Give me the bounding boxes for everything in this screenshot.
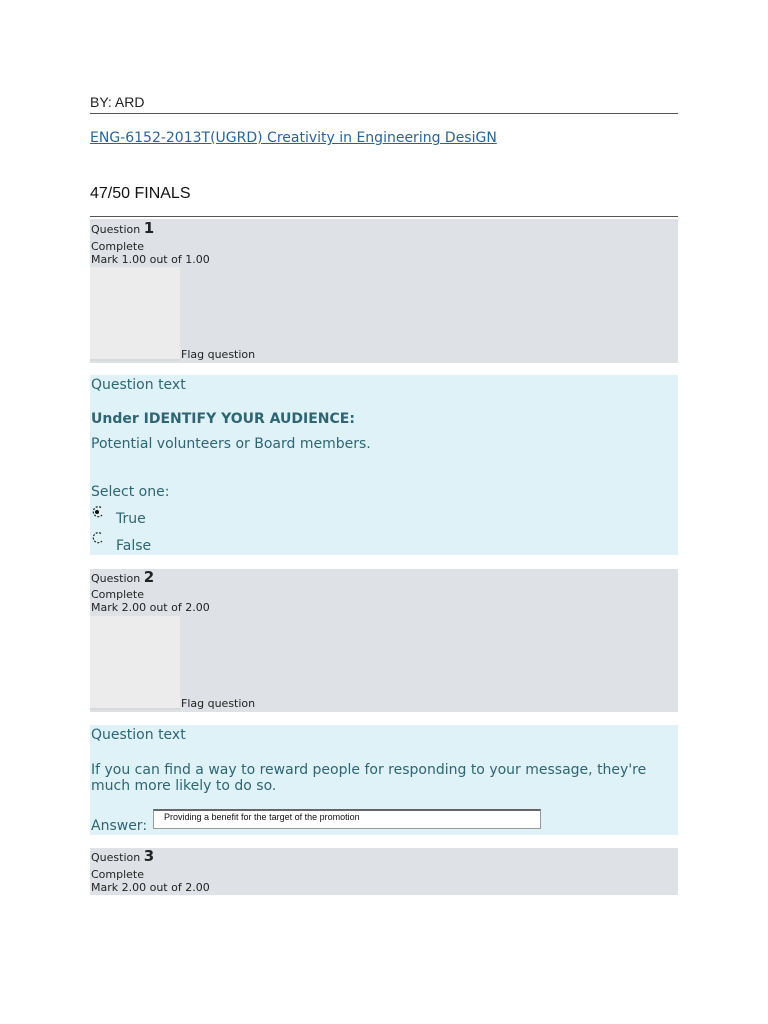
question-prompt: Potential volunteers or Board members. xyxy=(91,436,371,452)
author-byline: BY: ARD xyxy=(90,94,678,114)
question-info-3 xyxy=(90,848,678,895)
question-number-2 xyxy=(91,568,155,586)
question-state: Complete xyxy=(91,240,145,253)
question-formulation-2 xyxy=(90,725,678,835)
flag-question-link[interactable]: Flag question xyxy=(181,348,256,361)
answer-label: Answer: xyxy=(91,818,148,834)
option-label-false: False xyxy=(116,538,152,554)
answer-input[interactable]: Providing a benefit for the target of the promotion xyxy=(153,809,541,829)
question-prompt-bold: Under IDENTIFY YOUR AUDIENCE: xyxy=(91,411,355,427)
flag-question-link[interactable]: Flag question xyxy=(181,697,256,710)
question-number: 3 xyxy=(143,847,155,865)
radio-unselected-icon xyxy=(91,531,105,545)
question-text-heading: Question text xyxy=(91,377,186,393)
question-number: 1 xyxy=(143,219,155,237)
question-number: 2 xyxy=(143,568,155,586)
radio-false[interactable] xyxy=(91,531,111,549)
radio-true[interactable] xyxy=(91,505,111,523)
question-formulation-1 xyxy=(90,375,678,555)
option-label-true: True xyxy=(116,511,146,527)
question-prompt-line-2: much more likely to do so. xyxy=(91,778,277,794)
course-link[interactable]: ENG-6152-2013T(UGRD) Creativity in Engineering DesiGN xyxy=(90,130,497,146)
question-prompt-line-1: If you can find a way to reward people for responding to your message, they're xyxy=(91,762,647,778)
select-one-label: Select one: xyxy=(91,484,170,500)
radio-selected-icon xyxy=(91,505,105,519)
question-text-heading: Question text xyxy=(91,727,186,743)
question-label: Question xyxy=(91,572,141,585)
question-state: Complete xyxy=(91,868,145,881)
question-mark: Mark 2.00 out of 2.00 xyxy=(91,881,210,894)
question-label: Question xyxy=(91,851,141,864)
exam-score-title: 47/50 FINALS xyxy=(90,185,678,217)
question-label: Question xyxy=(91,223,141,236)
flag-image-placeholder xyxy=(90,267,180,361)
question-info-2 xyxy=(90,569,678,712)
question-mark: Mark 1.00 out of 1.00 xyxy=(91,253,210,266)
question-number-3 xyxy=(91,847,155,865)
question-mark: Mark 2.00 out of 2.00 xyxy=(91,601,210,614)
question-number-1 xyxy=(91,219,155,237)
flag-image-placeholder xyxy=(90,616,180,710)
question-state: Complete xyxy=(91,588,145,601)
question-info-1 xyxy=(90,219,678,363)
